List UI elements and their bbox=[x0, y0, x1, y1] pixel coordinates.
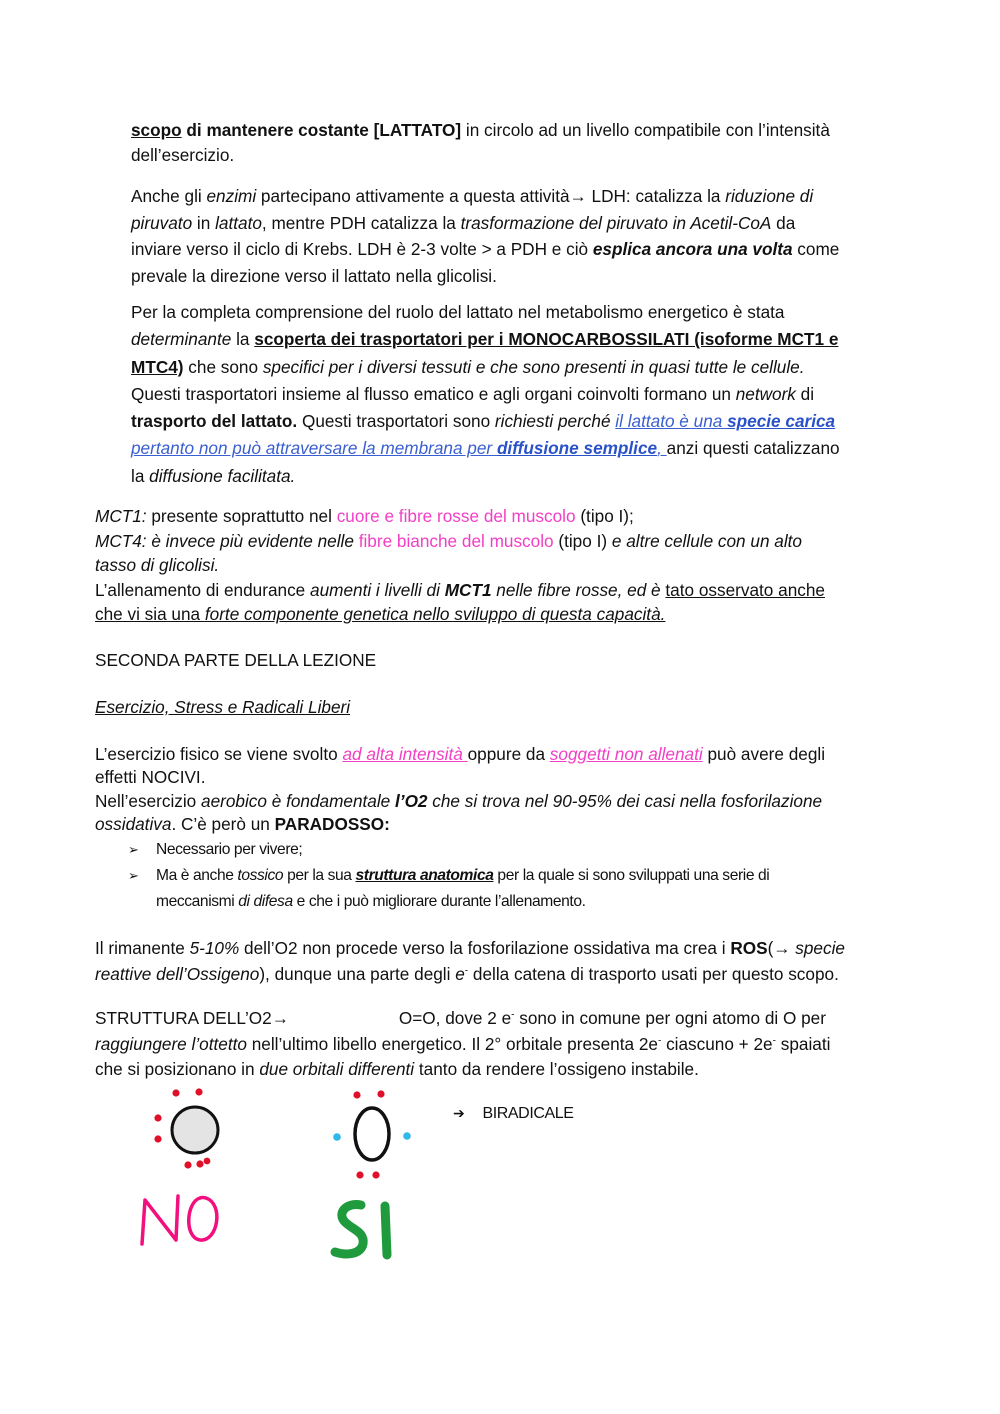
text-span: (tipo I); bbox=[575, 506, 634, 526]
text-span: che si posizionano in bbox=[95, 1059, 260, 1080]
text-span: 5-10% bbox=[189, 938, 240, 958]
text-span: di bbox=[795, 383, 815, 404]
text-span: specifici per i diversi tessuti e che sono presenti in quasi tutte le cellule. bbox=[262, 356, 805, 377]
text-span: in circolo ad un livello compatibile con l’intensità bbox=[461, 120, 830, 140]
text-span: tossico bbox=[237, 867, 284, 884]
text-span: e bbox=[455, 964, 465, 984]
paragraph-3 bbox=[131, 299, 906, 490]
text-span: pertanto non può attraversare la membrana per bbox=[131, 438, 497, 459]
text-span: ad alta intensità bbox=[342, 744, 468, 764]
text-span: specie carica bbox=[727, 411, 836, 432]
text-span: per la sua bbox=[283, 867, 356, 884]
text-span: nelle fibre rosse, ed è bbox=[491, 579, 666, 600]
text-span: prevale la direzione verso il lattato nella glicolisi. bbox=[131, 265, 497, 286]
text-span: la bbox=[231, 329, 255, 350]
subheading bbox=[95, 695, 906, 720]
text-span: Nell’esercizio bbox=[95, 790, 202, 811]
text-span: partecipano attivamente a questa attività→ LDH: catalizza la bbox=[256, 186, 726, 206]
text-span: effetti NOCIVI. bbox=[95, 767, 206, 788]
text-span: Esercizio, Stress e Radicali Liberi bbox=[95, 697, 351, 717]
text-span: dell’O2 non procede verso la fosforilazione ossidativa ma crea i bbox=[239, 938, 731, 958]
text-span: ossidativa bbox=[95, 813, 172, 834]
text-span: Per la completa comprensione del ruolo del lattato nel metabolismo energetico è stata bbox=[131, 302, 785, 322]
text-span: presente soprattutto nel bbox=[146, 506, 337, 526]
paradox-bullet-list bbox=[128, 837, 908, 915]
text-span: diffusione semplice bbox=[496, 438, 658, 459]
text-span: Questi trasportatori insieme al flusso ematico e agli organi coinvolti formano un bbox=[131, 383, 736, 404]
arrow-icon: ➔ bbox=[453, 1105, 465, 1121]
text-span: ROS bbox=[730, 938, 768, 958]
text-span: Questi trasportatori sono bbox=[297, 411, 495, 432]
text-span: , mentre PDH catalizza la bbox=[261, 212, 461, 233]
text-span: (→ bbox=[767, 938, 796, 958]
text-span: può avere degli bbox=[702, 744, 826, 764]
text-span: tasso di glicolisi. bbox=[95, 555, 220, 576]
text-span: in bbox=[192, 212, 216, 233]
text-span: - bbox=[464, 965, 469, 977]
text-span: determinante bbox=[131, 329, 232, 350]
atom-circle bbox=[355, 1108, 389, 1160]
paragraph-6 bbox=[95, 1006, 906, 1083]
bullet-arrow-icon: ➢ bbox=[128, 868, 139, 883]
text-span: trasformazione del piruvato in Acetil-CoA bbox=[460, 212, 772, 233]
text-span: piruvato bbox=[131, 212, 193, 233]
text-span: aumenti i livelli di bbox=[310, 579, 445, 600]
oxygen-diagram-wrong bbox=[140, 1080, 250, 1260]
atom-circle bbox=[172, 1107, 218, 1153]
text-span: scoperta dei trasportatori per i MONOCARBOSSILATI (isoforme MCT1 e bbox=[254, 329, 839, 350]
text-span: oppure da bbox=[467, 744, 550, 764]
text-span: dell’esercizio. bbox=[131, 145, 235, 165]
text-span: . C’è però un bbox=[171, 813, 275, 834]
text-span: lattato bbox=[215, 212, 262, 233]
text-span: - bbox=[511, 1009, 515, 1021]
paragraph-4 bbox=[95, 743, 906, 836]
text-span: Necessario per vivere; bbox=[156, 841, 303, 858]
electron-dots bbox=[353, 1090, 384, 1178]
text-span: anzi questi catalizzano bbox=[666, 438, 840, 459]
text-span: e altre cellule con un alto bbox=[611, 530, 802, 551]
text-span: la bbox=[131, 465, 150, 486]
text-span: tato osservato anche bbox=[665, 579, 825, 600]
text-span: richiesti perché bbox=[494, 411, 616, 432]
text-span: enzimi bbox=[206, 186, 257, 206]
text-span: MCT1: bbox=[95, 506, 147, 526]
text-span: tanto da rendere l’ossigeno instabile. bbox=[414, 1059, 699, 1080]
text-span: MCT1 bbox=[444, 579, 492, 600]
text-span: spaiati bbox=[775, 1033, 831, 1054]
paragraph-2 bbox=[131, 183, 906, 289]
text-span: lattato è una bbox=[622, 411, 728, 432]
text-span: che sono bbox=[183, 356, 263, 377]
handwritten-si-icon bbox=[335, 1205, 387, 1255]
text-span: che vi sia una bbox=[95, 604, 205, 625]
text-span: l’O2 bbox=[395, 790, 428, 811]
text-span: PARADOSSO: bbox=[274, 813, 390, 834]
text-span: ), dunque una parte degli bbox=[259, 964, 456, 984]
text-span: esplica ancora una volta bbox=[592, 239, 793, 259]
text-span: della catena di trasporto usati per questo scopo. bbox=[468, 964, 839, 984]
text-span: soggetti non allenati bbox=[549, 744, 703, 764]
text-span: di mantenere costante [LATTATO] bbox=[181, 120, 462, 140]
paragraph-5 bbox=[95, 935, 906, 987]
handwritten-no-icon bbox=[142, 1196, 217, 1244]
text-span: Ma è anche bbox=[156, 867, 238, 884]
text-span: trasporto del lattato. bbox=[131, 411, 298, 432]
text-span: e che i può migliorare durante l’allenamento. bbox=[292, 893, 586, 910]
text-span: specie bbox=[795, 938, 845, 958]
text-span: scopo bbox=[131, 120, 182, 140]
mct-block bbox=[95, 504, 906, 627]
text-span: - bbox=[657, 1034, 662, 1046]
bullet-arrow-icon: ➢ bbox=[128, 842, 139, 857]
unpaired-electron-dots bbox=[333, 1132, 411, 1141]
text-span: per la quale si sono sviluppati una serie di bbox=[493, 867, 770, 884]
text-span: , bbox=[657, 438, 667, 459]
text-span: STRUTTURA DELL’O2→ bbox=[95, 1008, 289, 1028]
list-item bbox=[128, 863, 908, 915]
text-span: aerobico è fondamentale bbox=[201, 790, 396, 811]
paragraph-1 bbox=[131, 118, 906, 168]
text-span: due orbitali differenti bbox=[259, 1059, 415, 1080]
text-span: BIRADICALE bbox=[482, 1105, 574, 1122]
text-span: struttura anatomica bbox=[355, 867, 494, 884]
text-span: MCT4: è invece più evidente nelle bbox=[95, 530, 359, 551]
text-span: L’allenamento di endurance bbox=[95, 579, 311, 600]
text-span: nell’ultimo libello energetico. Il 2° orbitale presenta 2e bbox=[246, 1033, 658, 1054]
text-span: MTC4) bbox=[131, 356, 184, 377]
oxygen-diagram-correct bbox=[325, 1080, 425, 1270]
text-span: Anche gli bbox=[131, 186, 207, 206]
text-span: network bbox=[735, 383, 796, 404]
text-span: inviare verso il ciclo di Krebs. LDH è 2-3 volte > a PDH e ciò bbox=[131, 239, 593, 259]
text-span: meccanismi bbox=[156, 893, 239, 910]
text-span: - bbox=[772, 1034, 776, 1046]
biradicale-note bbox=[453, 1101, 574, 1126]
text-span: cuore e fibre rosse del muscolo bbox=[336, 506, 576, 526]
text-span: che si trova nel 90-95% dei casi nella fosforilazione bbox=[427, 790, 823, 811]
text-span: di difesa bbox=[238, 893, 293, 910]
text-span: raggiungere l’ottetto bbox=[95, 1033, 247, 1054]
list-item bbox=[128, 837, 908, 863]
text-span: Il rimanente bbox=[95, 938, 190, 958]
section-heading: SECONDA PARTE DELLA LEZIONE bbox=[95, 650, 377, 670]
text-span: O=O, dove 2 e bbox=[398, 1008, 512, 1028]
text-span: da bbox=[771, 212, 796, 233]
text-span: reattive dell’Ossigeno bbox=[95, 964, 260, 984]
text-span: (tipo I) bbox=[553, 530, 612, 551]
text-span: riduzione di bbox=[725, 186, 814, 206]
text-span: il bbox=[615, 411, 623, 432]
text-span: ciascuno + 2e bbox=[661, 1033, 773, 1054]
text-span: sono in comune per ogni atomo di O per bbox=[514, 1008, 826, 1028]
text-span: L’esercizio fisico se viene svolto bbox=[95, 744, 343, 764]
text-span: fibre bianche del muscolo bbox=[358, 530, 554, 551]
text-span: come bbox=[792, 239, 840, 259]
text-span: forte componente genetica nello sviluppo di questa capacità. bbox=[204, 604, 666, 625]
text-span: diffusione facilitata. bbox=[149, 465, 296, 486]
